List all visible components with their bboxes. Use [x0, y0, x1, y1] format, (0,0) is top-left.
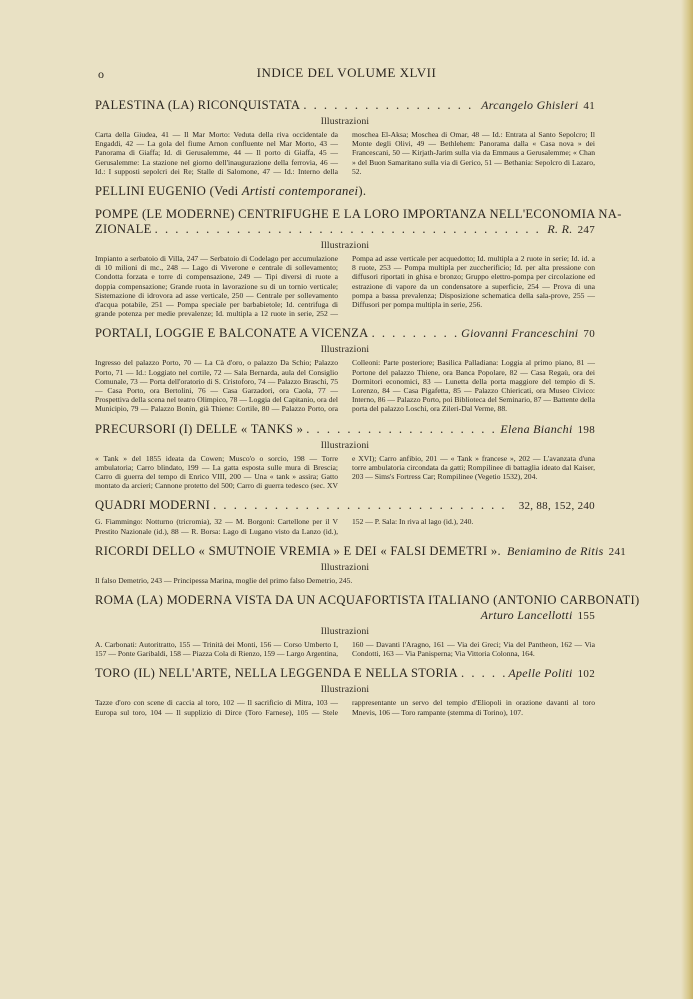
entry-title: POMPE (LE MODERNE) CENTRIFUGHE E LA LORO IMPORTANZA NELL'ECONOMIA NA- [95, 207, 622, 222]
illustrations-heading: Illustrazioni [320, 440, 370, 451]
illustrations-list: Tazze d'oro con scene di caccia al toro, 102 — Il sacrificio di Mitra, 103 — Europa sul toro, 104 — Il supplizio di Dirce (Toro Farnese), 105 — Stele rappresentante un servo del tempio d'Eliopoli in orazione davanti al toro Mnevis, 106 — Toro rampante (stemma di Torino), 107. [95, 698, 595, 717]
entry-author: Arcangelo Ghisleri [481, 98, 579, 112]
index-entry [95, 207, 622, 319]
entry-pages: 198 [577, 423, 595, 436]
dot-leader [303, 98, 478, 113]
entry-title: PORTALI, LOGGIE E BALCONATE A VICENZA [95, 326, 369, 341]
illustrations-heading: Illustrazioni [320, 117, 370, 127]
entry-title: RICORDI DELLO « SMUTNOIE VREMIA » E DEI « FALSI DEMETRI ». [95, 543, 501, 558]
page-number: o [98, 67, 104, 81]
index-content [95, 98, 640, 725]
dot-leader [213, 498, 511, 513]
entry-pages: 70 [583, 328, 595, 341]
page-edge [681, 0, 693, 999]
illustrations-list: Impianto a serbatoio di Villa, 247 — Serbatoio di Codelago per accumulazione di 10 milioni di mc., 248 — Lago di Viverone e centrale di sollevamento; Condotta forzata e torre di compensazione, 249 — Tipi diversi di ruote a doppia compensazione; Grande ruota in lavorazione su di un tornio verticale; Sistemazione di idrovora ad asse verticale, 250 — Centrale per sollevamento d'acqua potabile, 251 — Pompa speciale per barbabietole; Id. centrifuga di grande potenza per medie prevalenze; Id. multipla a 12 ruote in serie, 252 — Pompa ad asse verticale per acquedotto; Id. multipla a 2 ruote in serie; Id. id. a 8 ruote, 253 — Pompa multipla per zuccherificio; Id. per alta pressione con diffusori riportati in ghisa e bronzo; Gruppo elettro-pompa per circolazione ed estrazione di vapore da un condensatore a superficie, 254 — Prova di una pompa a bassa prevalenza; Disposizione schematica della sala-prove, 255 — Diffusori per pompa multipla in serie, 256. [95, 254, 595, 319]
index-entry [95, 326, 595, 413]
index-entry [95, 498, 595, 535]
entry-title: PRECURSORI (I) DELLE « TANKS » [95, 421, 304, 436]
illustrations-list: Il falso Demetrio, 243 — Principessa Marina, moglie del primo falso Demetrio, 245. [95, 575, 353, 585]
entry-title: TORO (IL) NELL'ARTE, NELLA LEGGENDA E NELLA STORIA [95, 666, 459, 681]
illustrations-list: « Tank » del 1855 ideata da Cowen; Musco'o o sorcio, 198 — Torre ambulatoria; Carro blindato, 199 — La gatta esposta sulle mura di Brescia; Carro di guerra del tempo di Enrico VIII, 200 — Una « tank » assira; Gatto montato da arcieri; Cannone protetto del 500; Carro di guerra tedesco (sec. XV e XVI); Carro anfibio, 201 — « Tank » francese », 202 — L'avanzata d'una torre ambulatoria circondata da gatti; Rompilinee di battaglia ideato dal Kaiser, 203 — Sims's Fortress Car; Rompilinee (Vegetio 1532), 204. [95, 453, 595, 491]
illustrations-list: A. Carbonati: Autoritratto, 155 — Trinità dei Monti, 156 — Corso Umberto I, 157 — Ponte Garibaldi, 158 — Piazza Cola di Rienzo, 159 — Largo Argentina, 160 — Davanti l'Aragno, 161 — Via dei Greci; Via del Pantheon, 162 — Via Condotti, 163 — Via Panisperna; Via Vittoria Colonna, 164. [95, 640, 595, 659]
illustrations-list: G. Fiammingo: Notturno (tricromia), 32 — M. Borgoni: Cartellone per il V Prestito Nazionale (id.), 88 — R. Borsa: Lago di Lugano visto da Lanzo (id.), 152 — P. Sala: In riva al lago (id.), 240. [95, 517, 474, 536]
running-title: INDICE DEL VOLUME XLVII [256, 65, 437, 80]
entry-author: Apelle Politi [508, 666, 573, 681]
illustrations-list: Carta della Giudea, 41 — Il Mar Morto: Veduta della riva occidentale da Engaddi, 42 — La gola del fiume Arnon confluente nel Mar Morto, 43 — Panorama di Giaffa; Id. di Gerusalemme, 44 — Il porto di Giaffa, 45 — Gerusalemme: La stazione nel giorno dell'inaugurazione della ferrovia, 46 — Id.: I supposti sepolcri dei Re; Stalle di Salomone, 47 — Id.: Interno della moschea El-Aksa; Moschea di Omar, 48 — Id.: Entrata al Santo Sepolcro; Il Monte degli Olivi, 49 — Bethlehem: Panorama dalla « Casa nova » dei Francescani, 50 — Kirjath-Jarim sulla via da Emmaus a Gerusalemme; « Chan » del Buon Samaritano sulla via di Gerico, 51 — Bethania: Sepolcro di Lazaro, 52. [95, 130, 595, 176]
entry-title: ROMA (LA) MODERNA VISTA DA UN ACQUAFORTISTA ITALIANO (ANTONIO CARBONATI) [95, 593, 640, 608]
illustrations-heading: Illustrazioni [320, 345, 370, 356]
dot-leader [372, 326, 459, 341]
illustrations-heading: Illustrazioni [320, 241, 370, 252]
dot-leader [155, 222, 545, 237]
illustrations-heading: Illustrazioni [320, 627, 370, 638]
illustrations-heading: Illustrazioni [320, 562, 370, 573]
entry-pages: 102 [577, 668, 595, 681]
entry-pages: 155 [577, 610, 595, 623]
entry-author: Artisti contemporanei [241, 184, 359, 199]
dot-leader [306, 422, 497, 437]
index-entry [95, 593, 640, 659]
entry-author: Arturo Lancellotti [480, 608, 573, 623]
illustrations-list: Ingresso del palazzo Porto, 70 — La Cà d'oro, o palazzo Da Schio; Palazzo Porto, 71 — Id.: Loggiato nel cortile, 72 — Sala Bernarda, aula del Consiglio Comunale, 73 — Porta dell'oratorio di S. Cristoforo, 74 — Palazzo Braschi, 75 — Casa Porto, ora Bertolini, 76 — Casa Garzadori, ora Caola, 77 — Prospettiva della scena nel teatro Olimpico, 78 — Loggia del Capitanio, ora del Municipio, 79 — Palazzo Bonin, già Thiene: Cortile, 80 — Palazzo Porto, ora Colleoni: Parte posteriore; Basilica Palladiana: Loggia al primo piano, 81 — Portone del palazzo Thiene, ora Banca Popolare, 82 — Casa Regaù, ora dei Dormitori economici, 83 — Lunetta della porta maggiore del tempio di S. Lorenzo, 84 — Casa Pigafetta, 85 — Palazzo Chiericati, ora Museo Civico: Interno, 86 — Palazzo Porto, poi Biblioteca del Seminario, 87 — Battente della porta del palazzo Loschi, ora Zileri-Dal Verme, 88. [95, 358, 595, 414]
entry-pages: 247 [577, 224, 595, 237]
index-entry [95, 422, 595, 491]
entry-suffix: ). [358, 184, 367, 199]
index-entry [95, 98, 595, 176]
entry-author: Beniamino de Ritis [506, 543, 604, 558]
dot-leader [461, 666, 505, 681]
illustrations-heading: Illustrazioni [320, 685, 370, 696]
entry-author: R. R. [547, 222, 573, 237]
entry-author: Giovanni Franceschini [461, 326, 579, 341]
page-header [0, 65, 693, 83]
index-entry [95, 184, 595, 199]
entry-title: QUADRI MODERNI [95, 498, 211, 513]
entry-title: PALESTINA (LA) RICONQUISTATA [95, 98, 301, 112]
entry-pages: 32, 88, 152, 240 [518, 500, 595, 513]
entry-pages: 241 [608, 545, 627, 558]
index-entry [95, 666, 595, 716]
entry-title: PELLINI EUGENIO (Vedi [95, 184, 239, 199]
entry-title-continued: ZIONALE [95, 222, 152, 237]
index-entry [95, 543, 627, 585]
entry-pages: 41 [583, 100, 595, 112]
entry-author: Elena Bianchi [500, 421, 573, 436]
